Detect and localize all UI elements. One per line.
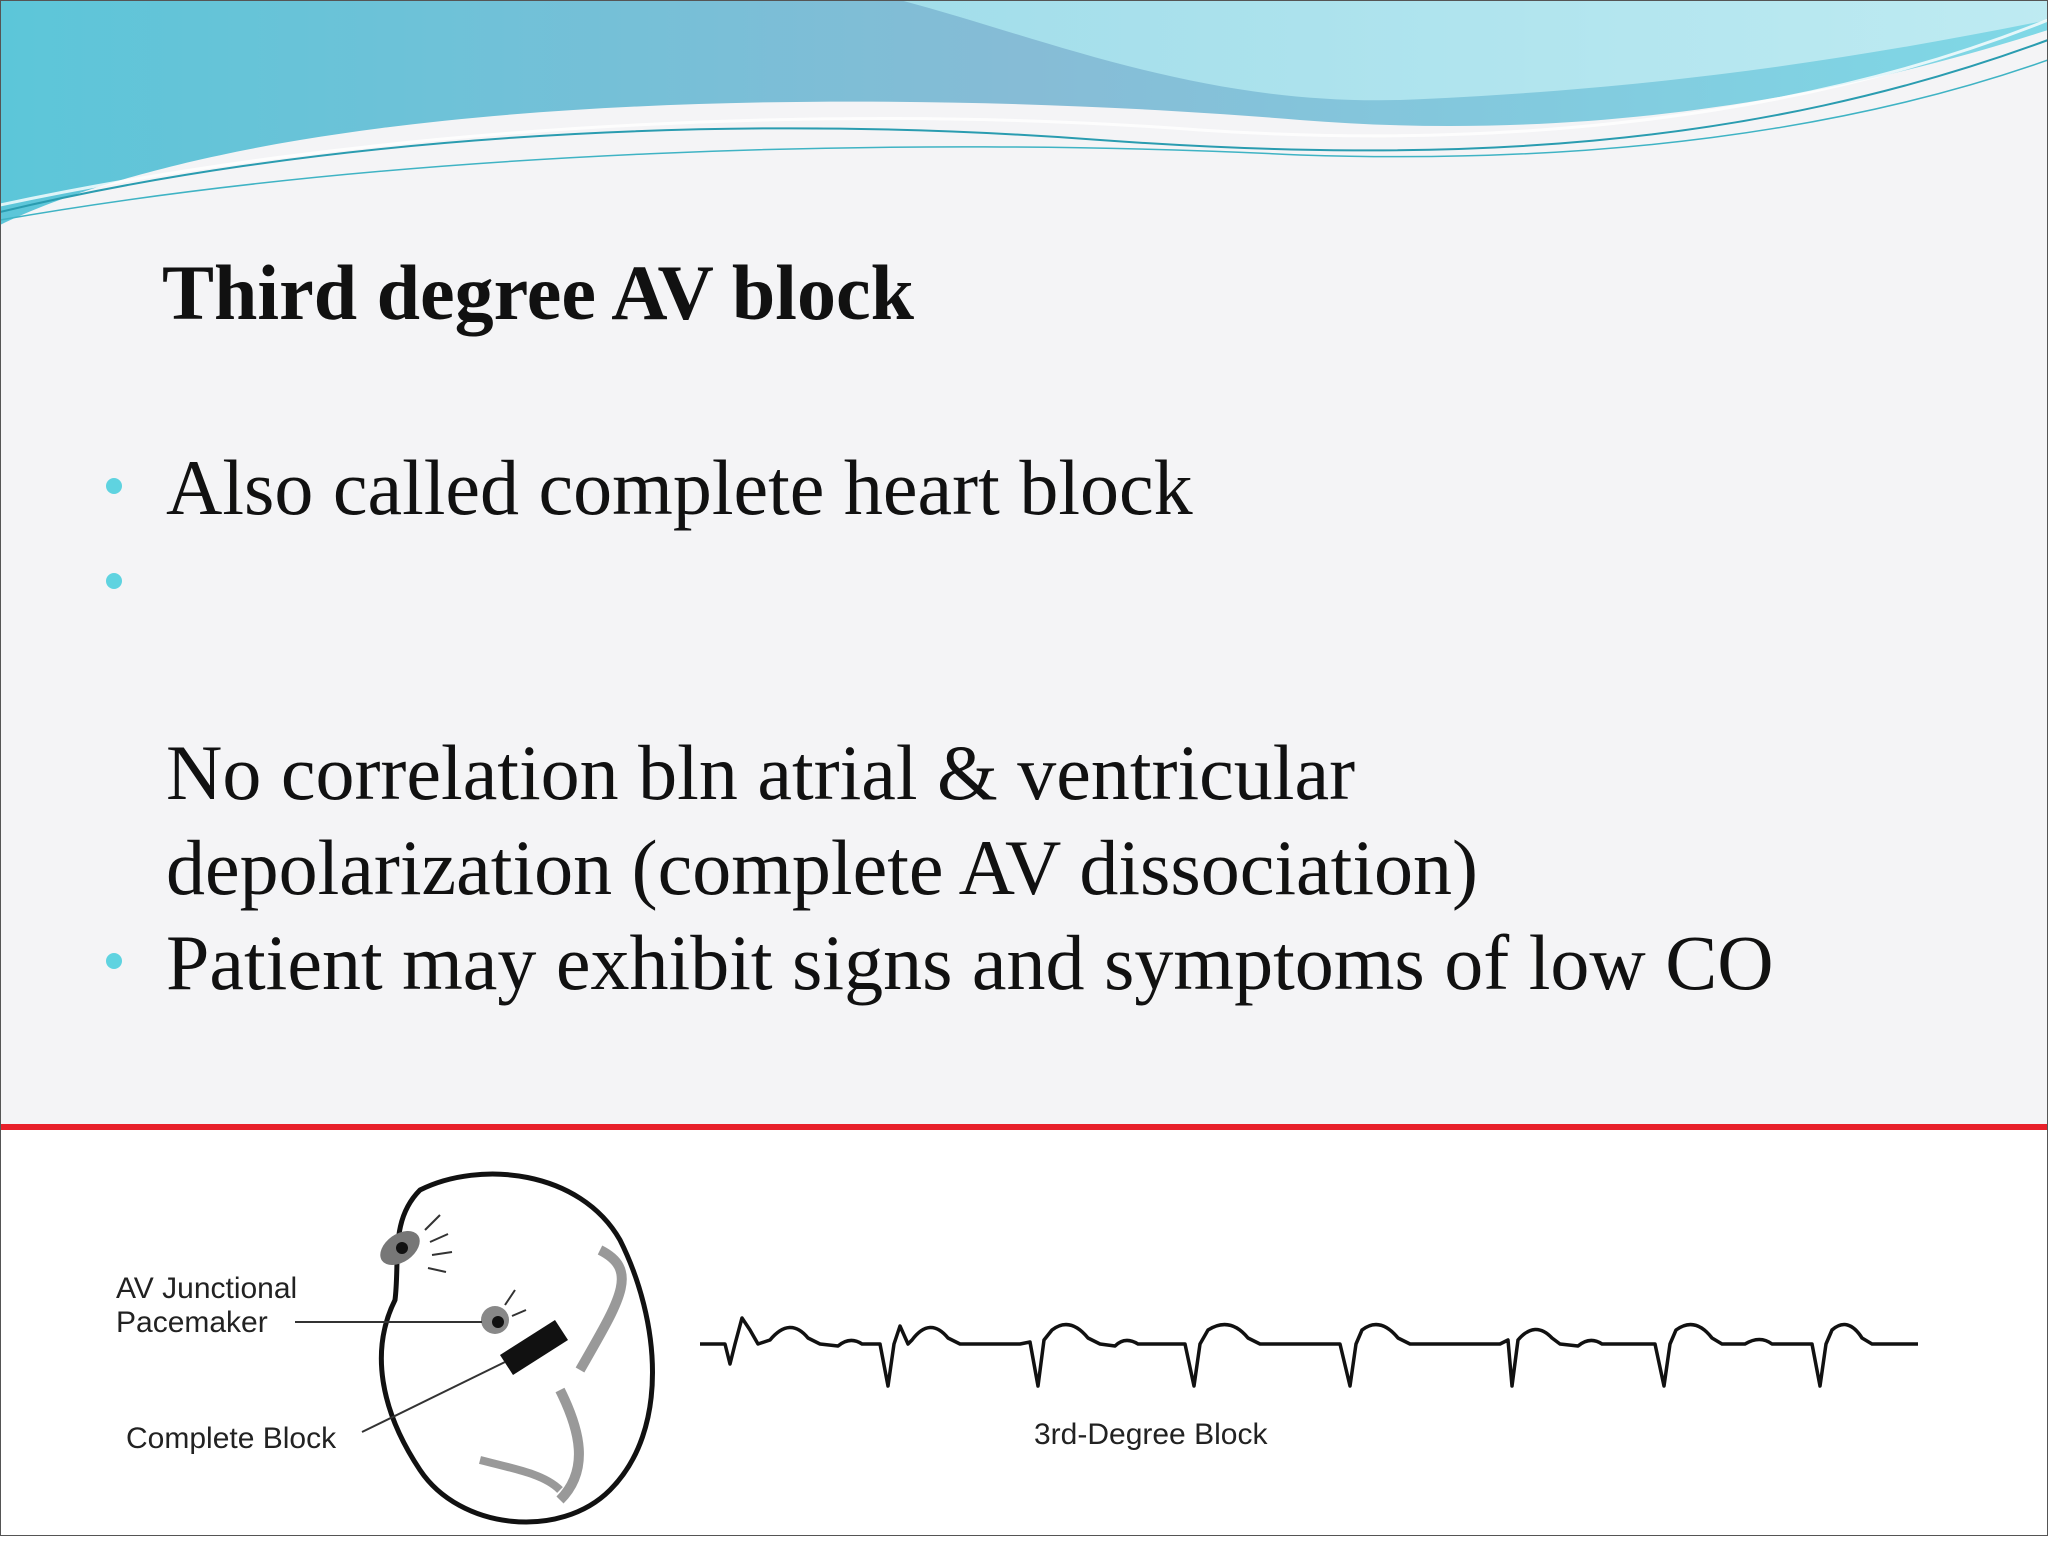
- pacemaker-label: AV Junctional Pacemaker: [116, 1272, 298, 1339]
- bullet-text: Patient may exhibit signs and symptoms of low CO: [166, 919, 1774, 1006]
- slide-title: Third degree AV block: [162, 249, 914, 336]
- bullet-text: No correlation bln atrial & ventricular depolarization (complete AV dissociation): [166, 729, 1478, 911]
- complete-block-label: Complete Block: [126, 1422, 337, 1455]
- ecg-label: 3rd-Degree Block: [1034, 1418, 1268, 1451]
- bullet-text: Also called complete heart block: [166, 444, 1193, 531]
